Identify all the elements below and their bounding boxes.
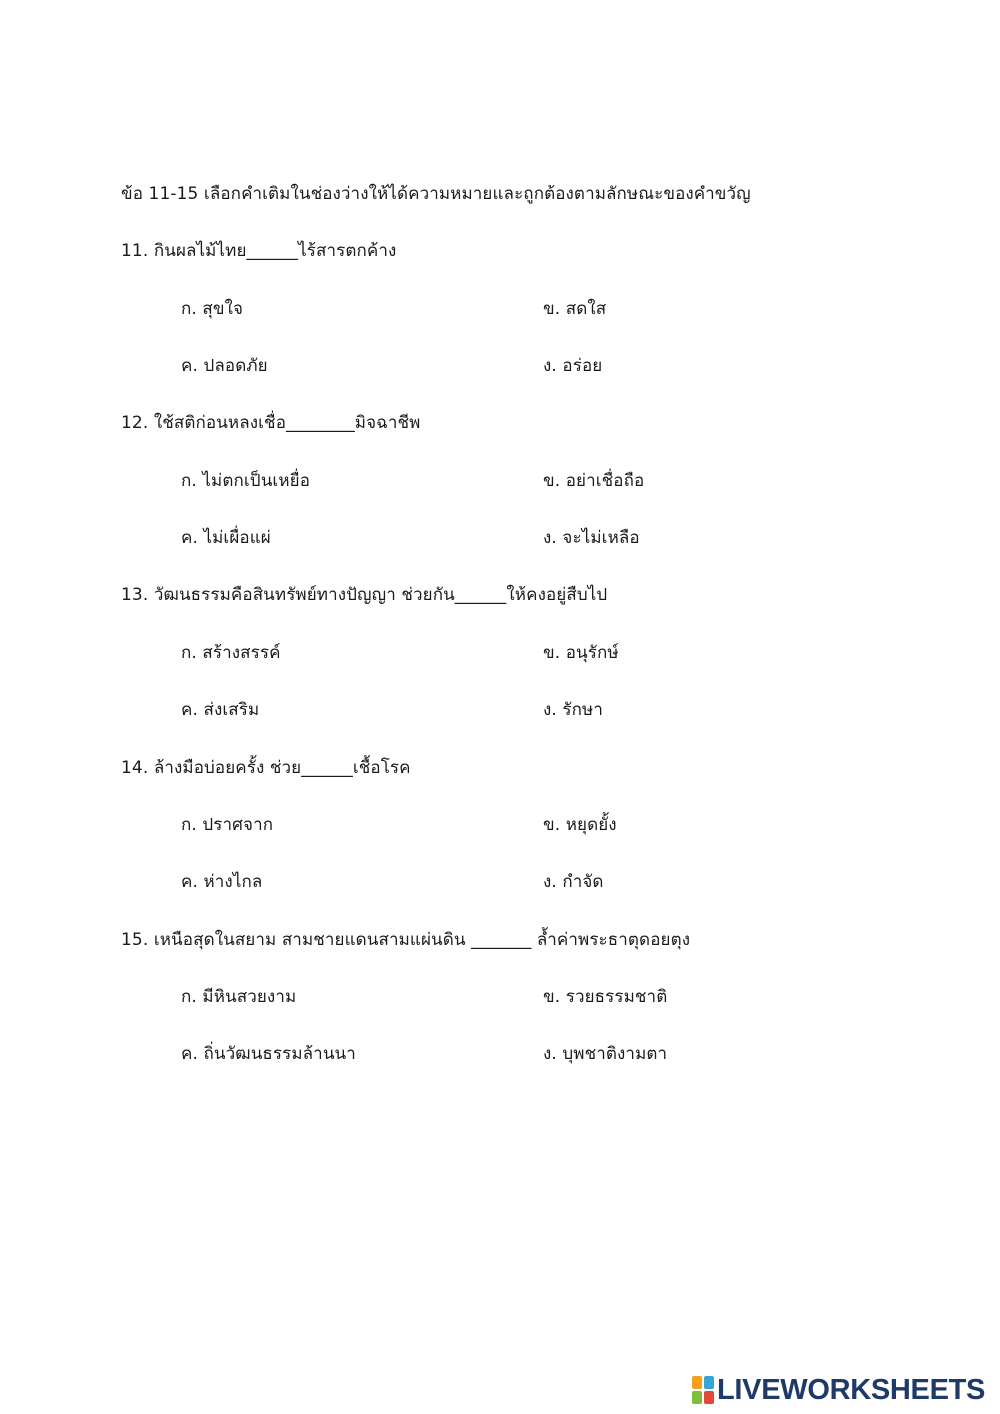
q14-choice-b[interactable]: ข. หยุดยั้ง bbox=[543, 815, 617, 835]
q12-choice-d[interactable]: ง. จะไม่เหลือ bbox=[543, 528, 640, 548]
question-15: 15. เหนือสุดในสยาม สามชายแดนสามแผ่นดิน _______ ล้ำค่าพระธาตุดอยตุง bbox=[121, 930, 691, 950]
q15-choice-d[interactable]: ง. บุพชาติงามตา bbox=[543, 1044, 668, 1064]
liveworksheets-logo-icon bbox=[692, 1376, 714, 1404]
q13-choice-d[interactable]: ง. รักษา bbox=[543, 700, 603, 720]
instructions-text: ข้อ 11-15 เลือกคำเติมในช่องว่างให้ได้ความหมายและถูกต้องตามลักษณะของคำขวัญ bbox=[121, 184, 751, 204]
q15-choice-b[interactable]: ข. รวยธรรมชาติ bbox=[543, 987, 668, 1007]
q12-choice-a[interactable]: ก. ไม่ตกเป็นเหยื่อ bbox=[181, 471, 310, 491]
q14-choice-d[interactable]: ง. กำจัด bbox=[543, 872, 604, 892]
q14-choice-c[interactable]: ค. ห่างไกล bbox=[181, 872, 263, 892]
q13-choice-b[interactable]: ข. อนุรักษ์ bbox=[543, 643, 619, 663]
q11-choice-a[interactable]: ก. สุขใจ bbox=[181, 299, 244, 319]
question-12: 12. ใช้สติก่อนหลงเชื่อ________มิจฉาชีพ bbox=[121, 413, 421, 433]
q12-choice-c[interactable]: ค. ไม่เผื่อแผ่ bbox=[181, 528, 271, 548]
question-14: 14. ล้างมือบ่อยครั้ง ช่วย______เชื้อโรค bbox=[121, 758, 411, 778]
q13-choice-a[interactable]: ก. สร้างสรรค์ bbox=[181, 643, 281, 663]
q13-choice-c[interactable]: ค. ส่งเสริม bbox=[181, 700, 260, 720]
question-13: 13. วัฒนธรรมคือสินทรัพย์ทางปัญญา ช่วยกัน______ให้คงอยู่สืบไป bbox=[121, 585, 608, 605]
liveworksheets-logo bbox=[692, 1372, 985, 1408]
q11-choice-b[interactable]: ข. สดใส bbox=[543, 299, 607, 319]
question-11: 11. กินผลไม้ไทย______ไร้สารตกค้าง bbox=[121, 241, 397, 261]
logo-text: LIVEWORKSHEETS bbox=[717, 1373, 986, 1406]
q15-choice-a[interactable]: ก. มีหินสวยงาม bbox=[181, 987, 297, 1007]
q11-choice-c[interactable]: ค. ปลอดภัย bbox=[181, 356, 268, 376]
q12-choice-b[interactable]: ข. อย่าเชื่อถือ bbox=[543, 471, 645, 491]
q14-choice-a[interactable]: ก. ปราศจาก bbox=[181, 815, 274, 835]
q11-choice-d[interactable]: ง. อร่อย bbox=[543, 356, 603, 376]
q15-choice-c[interactable]: ค. ถิ่นวัฒนธรรมล้านนา bbox=[181, 1044, 356, 1064]
